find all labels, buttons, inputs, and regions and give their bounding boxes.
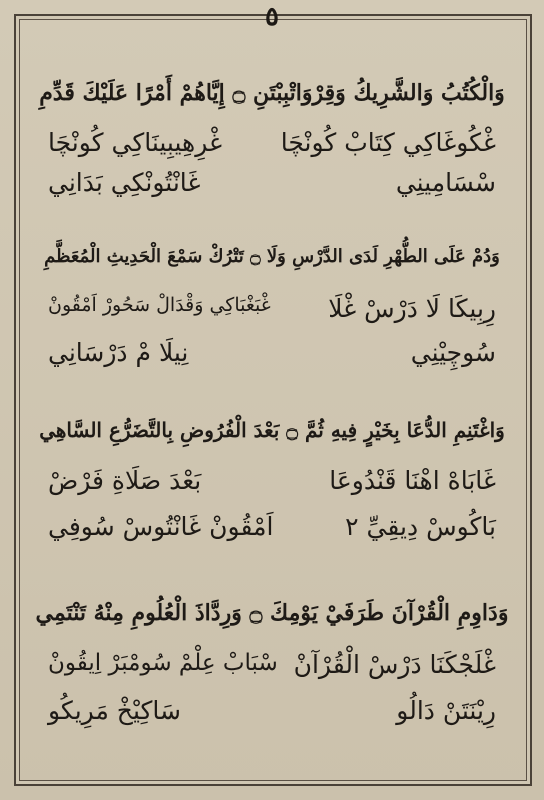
gloss-3a-left: بَعْدَ صَلَاةِ فَرْضْ <box>48 466 202 495</box>
verse-line-4: وَدَاوِمِ الْقُرْآنَ طَرَفَيْ يَوْمِكَ ۝ وَرِدَّاذَ الْعُلُومِ مِنْهُ تَنْتَمِي <box>35 600 509 626</box>
gloss-2a-left: غْبَغْبَاكِي وَقْدَالْ سَحُورْ اَمْقُونْ <box>48 294 271 316</box>
gloss-3a-right: غَابَاهْ اهْنَا قَنْدُوعَا <box>329 466 496 495</box>
gloss-2a-right: رِبِيكَا لَا دَرْسْ غْلَا <box>328 294 496 323</box>
gloss-2b-right: سُوچِيْنِي <box>410 338 496 367</box>
verse-line-1: وَالْكُتُبُ وَالشَّرِيكُ وَقِرْوَاتْبِبْتَنِ ۝ إِيَّاهُمْ أَمْرًا عَلَيْكَ قَدِّمِ <box>39 80 505 106</box>
gloss-4a-right: غْلَجْكَنَا دَرْسْ الْقُرْآنْ <box>293 650 496 679</box>
gloss-4b-right: رِيْنَتَنْ دَالُو <box>396 696 496 725</box>
gloss-3b-right: بَاكُوسْ دِيقِيِّ ٢ <box>345 512 496 541</box>
page-number: ٥ <box>265 2 279 32</box>
gloss-2b-left: نِيلَا مْ دَرْسَانِي <box>48 338 189 367</box>
gloss-1a-right: غْكُوغَاكِي كِتَابْ كُونْچَا <box>280 128 496 157</box>
gloss-4b-left: سَاكِيْخْ مَرِيكُو <box>48 696 181 725</box>
gloss-4a-left: سْبَابْ عِلْمْ سُومْبَرْ اِيقُونْ <box>48 650 278 676</box>
verse-line-2: وَدُمْ عَلَى الطُّهْرِ لَدَى الدَّرْسِ وَلَا ۝ تَتْرُكْ سَمْعَ الْحَدِيثِ الْمُعَظَّمِ <box>44 246 500 267</box>
gloss-1a-left: غْرِهِيبِينَاكِي كُونْچَا <box>48 128 223 157</box>
verse-line-3: وَاغْتَنِمِ الدُّعَا بِخَيْرٍ فِيهِ ثُمَّ ۝ بَعْدَ الْفُرُوضِ بِالتَّضَرُّعِ السَّاهِي <box>39 418 505 442</box>
gloss-3b-left: اَمْقُونْ غَانْتُوسْ سُوفِي <box>48 512 274 541</box>
gloss-1b-right: سْسَامِينِي <box>395 168 496 197</box>
gloss-1b-left: غَانْتُونْكِي بَدَانِي <box>48 168 201 197</box>
